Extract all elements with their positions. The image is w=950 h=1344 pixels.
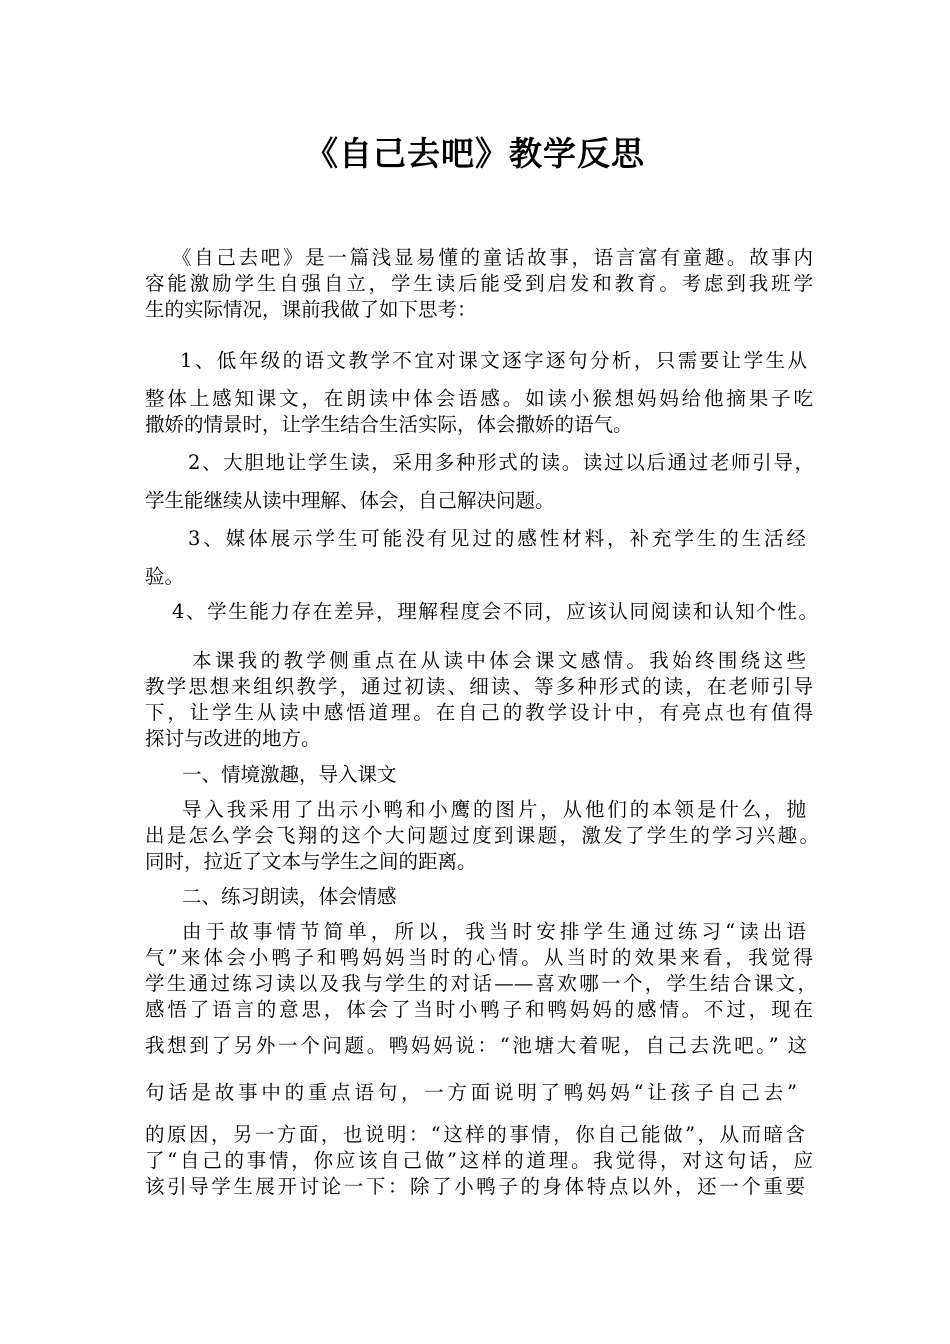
text-line: 3、媒体展示学生可能没有见过的感性材料，补充学生的生活经 — [188, 527, 806, 550]
text-line: 我想到了另外一个问题。鸭妈妈说：“池塘大着呢，自己去洗吧。” 这 — [145, 1034, 807, 1057]
text-line: 下，让学生从读中感悟道理。在自己的教学设计中，有亮点也有值得 — [145, 701, 813, 724]
text-line: 本课我的教学侧重点在从读中体会课文感情。我始终围绕这些 — [192, 649, 806, 672]
text-line: 《自己去吧》是一篇浅显易懂的童话故事，语言富有童趣。故事内 — [172, 246, 813, 269]
text-line: 学生能继续从读中理解、体会，自己解决问题。 — [145, 489, 555, 512]
text-line: 1、低年级的语文教学不宜对课文逐字逐句分析，只需要让学生从 — [180, 349, 807, 372]
text-line: 整体上感知课文，在朗读中体会语感。如读小猴想妈妈给他摘果子吃 — [145, 387, 813, 410]
text-line: 4、学生能力存在差异，理解程度会不同，应该认同阅读和认知个性。 — [172, 600, 818, 623]
text-line: 由于故事情节简单，所以，我当时安排学生通过练习“读出语 — [182, 920, 806, 943]
text-line: 句话是故事中的重点语句，一方面说明了鸭妈妈“让孩子自己去” — [145, 1081, 797, 1104]
text-line: 的原因，另一方面，也说明：“这样的事情，你自己能做”，从而暗含 — [145, 1123, 805, 1146]
document-title: 《自己去吧》教学反思 — [305, 134, 645, 173]
text-line: 了“自己的事情，你应该自己做”这样的道理。我觉得，对这句话，应 — [145, 1149, 813, 1172]
text-line: 容能激励学生自强自立，学生读后能受到启发和教育。考虑到我班学 — [145, 272, 813, 295]
text-line: 气”来体会小鸭子和鸭妈妈当时的心情。从当时的效果来看，我觉得 — [145, 946, 813, 969]
text-line: 同时，拉近了文本与学生之间的距离。 — [145, 850, 477, 873]
text-line: 导入我采用了出示小鸭和小鹰的图片，从他们的本领是什么，抛 — [182, 798, 806, 821]
text-line: 验。 — [145, 565, 185, 588]
text-line: 学生通过练习读以及我与学生的对话——喜欢哪一个，学生结合课文， — [145, 972, 817, 995]
text-line: 生的实际情况，课前我做了如下思考： — [145, 298, 477, 321]
text-line: 教学思想来组织教学，通过初读、细读、等多种形式的读，在老师引导 — [145, 675, 813, 698]
text-line: 2、大胆地让学生读，采用多种形式的读。读过以后通过老师引导， — [188, 451, 814, 474]
text-line: 出是怎么学会飞翔的这个大问题过度到课题，激发了学生的学习兴趣。 — [145, 824, 819, 847]
text-line: 探讨与改进的地方。 — [145, 727, 321, 750]
text-line: 撒娇的情景时，让学生结合生活实际，体会撒娇的语气。 — [145, 413, 633, 436]
section-heading: 二、练习朗读，体会情感 — [182, 885, 397, 908]
text-line: 感悟了语言的意思，体会了当时小鸭子和鸭妈妈的感情。不过，现在 — [145, 998, 813, 1021]
section-heading: 一、情境激趣，导入课文 — [182, 763, 397, 786]
text-line: 该引导学生展开讨论一下：除了小鸭子的身体特点以外，还一个重要 — [145, 1175, 805, 1198]
